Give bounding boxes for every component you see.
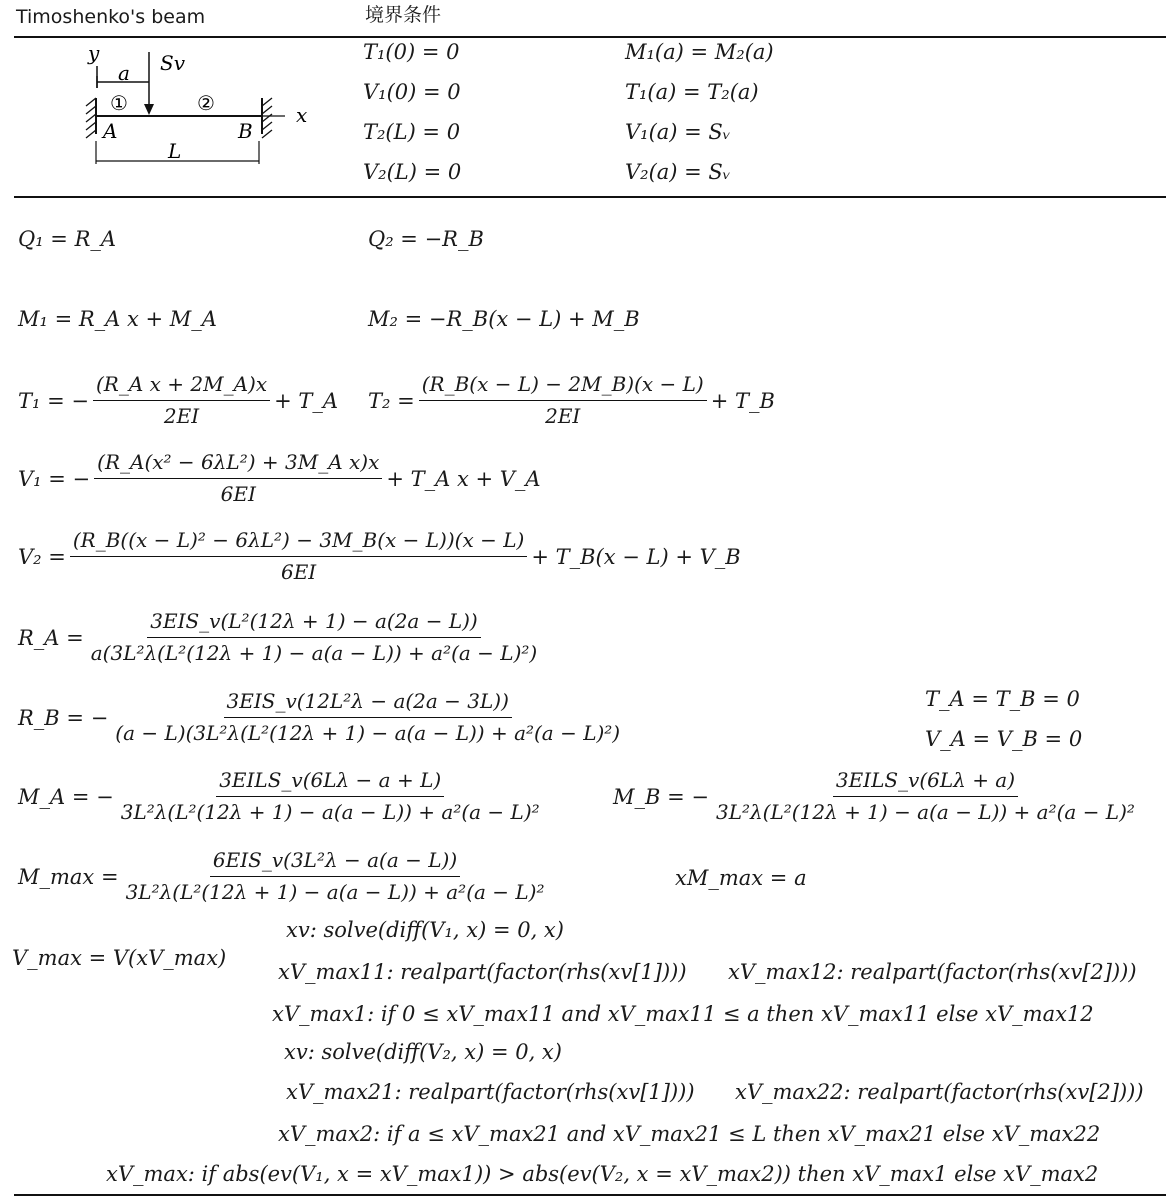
eq-rb-fraction	[112, 689, 623, 746]
support-a-label: A	[103, 119, 118, 143]
eq-ra-numerator: 3EIS_v(L²(12λ + 1) − a(2a − L))	[147, 609, 480, 638]
eq-rb	[18, 689, 627, 746]
boundary-conditions-title: 境界条件	[365, 4, 442, 26]
dim-l-label: L	[168, 139, 182, 163]
eq-m1: M₁ = R_A x + M_A	[18, 307, 217, 331]
x-axis-label: x	[296, 103, 308, 127]
bc-right-1: M₁(a) = M₂(a)	[625, 40, 774, 64]
eq-v1-tail: + T_A x + V_A	[386, 466, 541, 491]
segment-2-label: ②	[197, 91, 215, 115]
eq-v1-fraction	[94, 450, 382, 507]
bottom-rule	[14, 1194, 1166, 1196]
eq-ta-tb: T_A = T_B = 0	[925, 687, 1080, 711]
middle-rule	[14, 196, 1166, 198]
eq-mmax-fraction	[123, 848, 548, 905]
eq-x-mmax: xM_max = a	[675, 866, 807, 890]
code-line-7: xV_max22: realpart(factor(rhs(xv[2])))	[735, 1080, 1144, 1104]
eq-va-vb: V_A = V_B = 0	[925, 727, 1083, 751]
section-title: Timoshenko's beam	[16, 6, 206, 28]
eq-v1-denominator: 6EI	[220, 482, 256, 506]
eq-t2-numerator: (R_B(x − L) − 2M_B)(x − L)	[419, 372, 707, 401]
eq-ra-denominator: a(3L²λ(L²(12λ + 1) − a(a − L)) + a²(a − L)²)	[90, 641, 538, 665]
eq-mmax	[18, 848, 552, 905]
eq-ra	[18, 609, 544, 666]
eq-ra-lhs: R_A =	[18, 625, 84, 650]
bc-right-2: T₁(a) = T₂(a)	[625, 80, 759, 104]
eq-t2-tail: + T_B	[710, 388, 775, 413]
eq-v2-fraction	[70, 528, 527, 585]
eq-v1	[18, 450, 541, 507]
eq-q1: Q₁ = R_A	[18, 227, 117, 251]
bc-right-4: V₂(a) = Sᵥ	[625, 160, 731, 184]
eq-v2-lhs: V₂ =	[18, 544, 66, 569]
eq-vmax: V_max = V(xV_max)	[12, 946, 227, 970]
eq-mmax-lhs: M_max =	[18, 864, 119, 889]
eq-t1-fraction	[93, 372, 270, 429]
eq-ma-numerator: 3EILS_v(6Lλ − a + L)	[216, 768, 444, 797]
eq-t2	[368, 372, 775, 429]
code-line-8: xV_max2: if a ≤ xV_max21 and xV_max21 ≤ L then xV_max21 else xV_max22	[278, 1122, 1101, 1146]
eq-ma-fraction	[118, 768, 543, 825]
eq-ma-lhs: M_A = −	[18, 784, 114, 809]
eq-t1-numerator: (R_A x + 2M_A)x	[93, 372, 270, 401]
bc-left-1: T₁(0) = 0	[363, 40, 460, 64]
right-wall-hatch	[262, 98, 272, 138]
eq-t1-lhs: T₁ = −	[18, 388, 89, 413]
bc-left-4: V₂(L) = 0	[363, 160, 462, 184]
y-axis-label: y	[88, 41, 100, 65]
eq-mb-denominator: 3L²λ(L²(12λ + 1) − a(a − L)) + a²(a − L)²	[715, 800, 1135, 824]
bc-left-2: V₁(0) = 0	[363, 80, 461, 104]
segment-1-label: ①	[110, 91, 128, 115]
eq-t2-fraction	[419, 372, 707, 429]
eq-v2-tail: + T_B(x − L) + V_B	[531, 544, 741, 569]
left-wall-hatch	[86, 98, 96, 138]
eq-mb	[613, 768, 1142, 825]
eq-ra-fraction	[88, 609, 540, 666]
eq-t2-lhs: T₂ =	[368, 388, 415, 413]
eq-rb-numerator: 3EIS_v(12L²λ − a(2a − 3L))	[224, 689, 512, 718]
eq-q2: Q₂ = −R_B	[368, 227, 484, 251]
eq-v1-numerator: (R_A(x² − 6λL²) + 3M_A x)x	[94, 450, 382, 479]
eq-t1	[18, 372, 338, 429]
eq-v2	[18, 528, 741, 585]
eq-v2-numerator: (R_B((x − L)² − 6λL²) − 3M_B(x − L))(x − L)	[70, 528, 527, 557]
bc-left-3: T₂(L) = 0	[363, 120, 461, 144]
eq-ma	[18, 768, 547, 825]
eq-v2-denominator: 6EI	[280, 560, 317, 584]
code-line-3: xV_max12: realpart(factor(rhs(xv[2])))	[728, 960, 1137, 984]
eq-m2: M₂ = −R_B(x − L) + M_B	[368, 307, 640, 331]
eq-t1-tail: + T_A	[274, 388, 339, 413]
eq-mmax-numerator: 6EIS_v(3L²λ − a(a − L))	[210, 848, 460, 877]
load-arrow-head	[144, 104, 154, 115]
eq-t1-denominator: 2EI	[163, 404, 200, 428]
beam-diagram	[0, 38, 320, 188]
eq-v1-lhs: V₁ = −	[18, 466, 91, 491]
code-line-1: xv: solve(diff(V₁, x) = 0, x)	[286, 918, 564, 942]
eq-t2-denominator: 2EI	[545, 404, 581, 428]
eq-mb-lhs: M_B = −	[613, 784, 709, 809]
dim-a-label: a	[118, 61, 130, 85]
eq-ma-denominator: 3L²λ(L²(12λ + 1) − a(a − L)) + a²(a − L)²	[120, 800, 540, 824]
code-line-4: xV_max1: if 0 ≤ xV_max11 and xV_max11 ≤ a then xV_max11 else xV_max12	[272, 1002, 1094, 1026]
eq-mb-fraction	[713, 768, 1138, 825]
eq-rb-denominator: (a − L)(3L²λ(L²(12λ + 1) − a(a − L)) + a²(a − L)²)	[115, 721, 621, 745]
support-b-label: B	[238, 119, 253, 143]
code-line-5: xv: solve(diff(V₂, x) = 0, x)	[284, 1040, 562, 1064]
code-line-9: xV_max: if abs(ev(V₁, x = xV_max1)) > abs(ev(V₂, x = xV_max2)) then xV_max1 else xV_max2	[106, 1162, 1099, 1186]
eq-rb-lhs: R_B = −	[18, 705, 109, 730]
eq-mmax-denominator: 3L²λ(L²(12λ + 1) − a(a − L)) + a²(a − L)²	[125, 880, 545, 904]
eq-mb-numerator: 3EILS_v(6Lλ + a)	[833, 768, 1018, 797]
bc-right-3: V₁(a) = Sᵥ	[625, 120, 731, 144]
code-line-2: xV_max11: realpart(factor(rhs(xv[1])))	[278, 960, 687, 984]
code-line-6: xV_max21: realpart(factor(rhs(xv[1])))	[286, 1080, 695, 1104]
load-label: Sv	[160, 51, 185, 75]
